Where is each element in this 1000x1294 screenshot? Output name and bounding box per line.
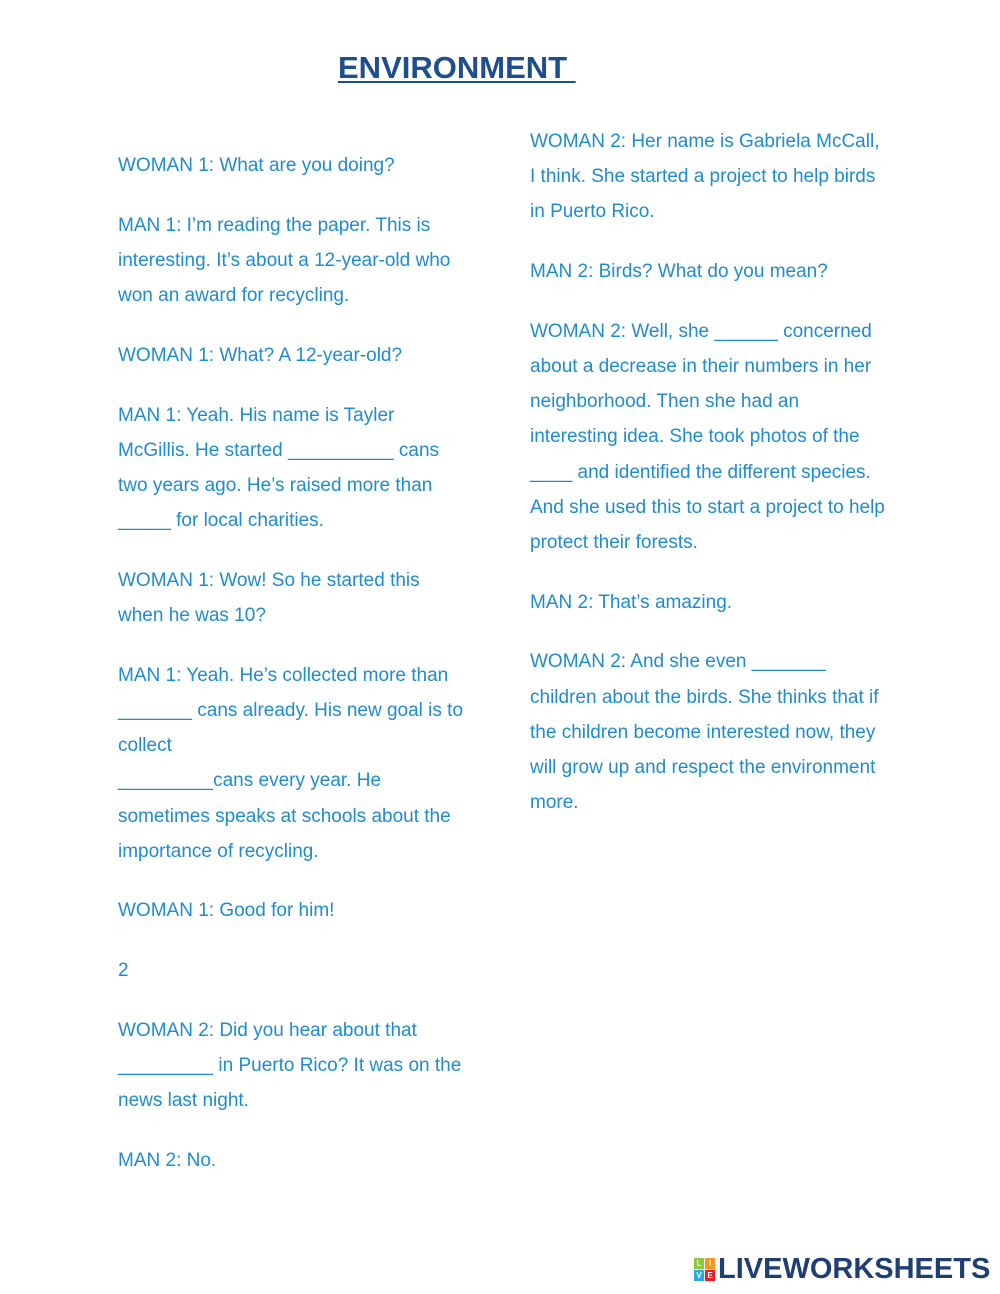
dialogue-line: WOMAN 1: Good for him! (118, 900, 335, 922)
dialogue-line: WOMAN 2: Well, she ______ concerned about a decrease in their numbers in her neighborhood. Then she had an interesting idea. She took photos of the ____ and identified the different species. And she used this to start a project to help protect their forests. (530, 320, 885, 554)
document-title: ENVIRONMENT (338, 50, 576, 85)
dialogue-line: WOMAN 2: Her name is Gabriela McCall, I think. She started a project to help birds in Puerto Rico. (530, 131, 880, 223)
logo-text: LIVEWORKSHEETS (718, 1252, 991, 1285)
dialogue-line: MAN 1: Yeah. His name is Tayler McGillis. He started __________ cans two years ago. He’s raised more than _____ for local charities. (118, 404, 440, 532)
dialogue-line: MAN 2: Birds? What do you mean? (530, 261, 828, 283)
logo-mark-letter: E (705, 1270, 715, 1281)
dialogue-right-column (530, 124, 888, 845)
dialogue-line: WOMAN 1: What are you doing? (118, 155, 395, 176)
logo-mark-icon (694, 1258, 715, 1281)
logo-mark-letter: V (694, 1270, 704, 1281)
dialogue-line: WOMAN 1: Wow! So he started this when he was 10? (118, 569, 420, 627)
logo-mark-letter: L (694, 1258, 704, 1269)
liveworksheets-logo (694, 1254, 990, 1284)
dialogue-line: WOMAN 1: What? A 12-year-old? (118, 344, 403, 366)
dialogue-line: MAN 2: That’s amazing. (530, 591, 733, 613)
dialogue-line: MAN 1: I’m reading the paper. This is interesting. It’s about a 12-year-old who won an award for recycling. (118, 214, 451, 307)
dialogue-line: MAN 1: Yeah. He’s collected more than _______ cans already. His new goal is to collect _________cans every year. He sometimes speaks at schools about the importance of recycling. (118, 664, 464, 862)
logo-mark-letter: I (705, 1258, 715, 1269)
dialogue-line: WOMAN 2: And she even _______ children about the birds. She thinks that if the children become interested now, they will grow up and respect the environment more. (530, 651, 879, 814)
dialogue-line: WOMAN 2: Did you hear about that _________ in Puerto Rico? It was on the news last night. (118, 1019, 462, 1112)
dialogue-line: MAN 2: No. (118, 1149, 217, 1171)
dialogue-left-column (118, 148, 468, 1203)
section-number: 2 (118, 960, 129, 982)
